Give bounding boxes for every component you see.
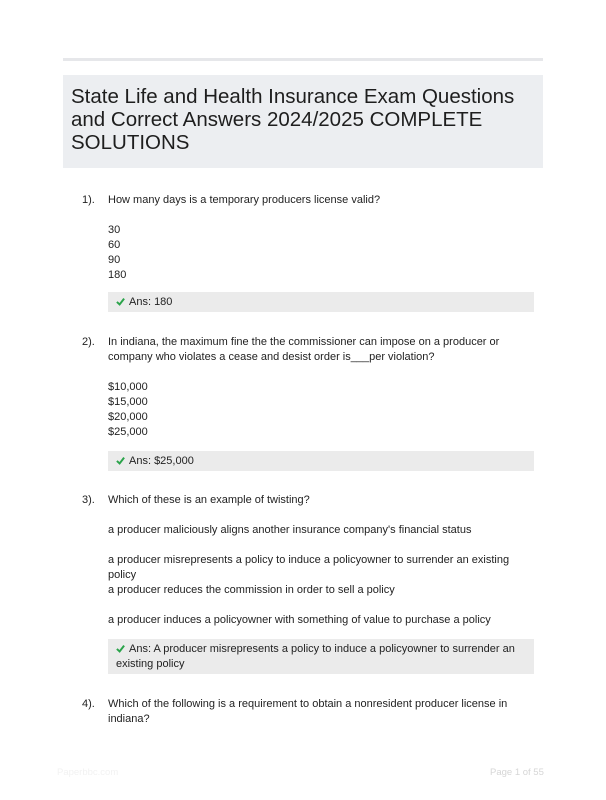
option: $10,000 — [108, 381, 148, 393]
check-icon — [116, 456, 125, 465]
footer-site: Paperbbc.com — [57, 767, 119, 778]
answer-text: Ans: 180 — [129, 296, 173, 308]
question-number: 1). — [82, 194, 95, 206]
option: $20,000 — [108, 411, 148, 423]
top-divider — [63, 58, 543, 61]
option: 30 — [108, 224, 121, 236]
answer-text: Ans: $25,000 — [129, 455, 194, 467]
option: a producer reduces the commission in order to sell a policy — [108, 584, 395, 596]
question-text: How many days is a temporary producers license valid? — [108, 194, 381, 206]
option: $25,000 — [108, 426, 148, 438]
option: a producer induces a policyowner with something of value to purchase a policy — [108, 614, 491, 626]
check-icon — [116, 297, 125, 306]
question-text: Which of the following is a requirement to obtain a nonresident producer license in indiana? — [108, 698, 508, 725]
title-banner — [63, 75, 543, 168]
option: 90 — [108, 254, 121, 266]
question-text: In indiana, the maximum fine the the commissioner can impose on a producer or company who violates a cease and desist order is___per violation? — [108, 336, 500, 363]
document-title: State Life and Health Insurance Exam Questions and Correct Answers 2024/2025 COMPLETE SOLUTIONS — [71, 85, 515, 154]
answer-text: Ans: A producer misrepresents a policy to induce a policyowner to surrender an existing policy — [116, 643, 515, 670]
option: $15,000 — [108, 396, 148, 408]
option: a producer maliciously aligns another insurance company's financial status — [108, 524, 472, 536]
question-text: Which of these is an example of twisting? — [108, 494, 310, 506]
option: 180 — [108, 269, 127, 281]
answer-box — [108, 639, 534, 674]
question-number: 4). — [82, 698, 95, 710]
question-number: 3). — [82, 494, 95, 506]
page-number: Page 1 of 55 — [490, 767, 544, 778]
question-number: 2). — [82, 336, 95, 348]
answer-box — [108, 451, 534, 471]
check-icon — [116, 644, 125, 653]
option: 60 — [108, 239, 121, 251]
option: a producer misrepresents a policy to induce a policyowner to surrender an existing policy — [108, 554, 510, 581]
answer-box — [108, 292, 534, 312]
